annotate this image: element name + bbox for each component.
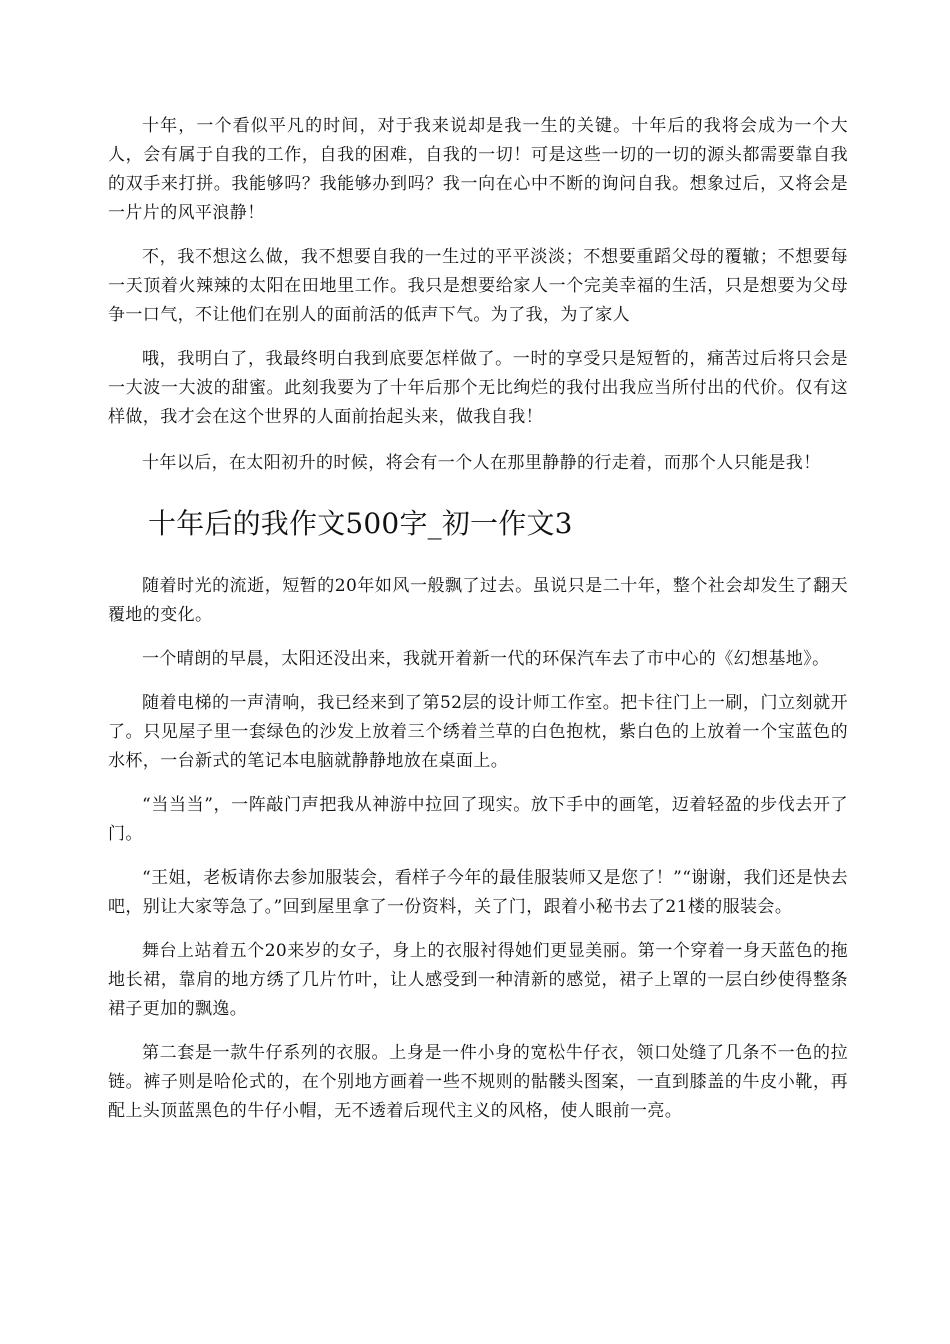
paragraph-6: 一个晴朗的早晨，太阳还没出来，我就开着新一代的环保汽车去了市中心的《幻想基地》。	[142, 649, 830, 669]
paragraph-9: “王姐，老板请你去参加服装会，看样子今年的最佳服装师又是您了！”“谢谢，我们还是快去吧，别让大家等急了。”回到屋里拿了一份资料，关了门，跟着小秘书去了21楼的服装会。	[108, 868, 848, 917]
paragraph-1: 十年，一个看似平凡的时间，对于我来说却是我一生的关键。十年后的我将会成为一个大人，会有属于自我的工作，自我的困难，自我的一切！可是这些一切的一切的源头都需要靠自我的双手来打拼。我能够吗？我能够办到吗？我一向在心中不断的询问自我。想象过后，又将会是一片片的风平浪静！	[108, 116, 848, 223]
paragraph-7: 随着电梯的一声清响，我已经来到了第52层的设计师工作室。把卡往门上一刷，门立刻就开了。只见屋子里一套绿色的沙发上放着三个绣着兰草的白色抱枕，紫白色的上放着一个宝蓝色的水杯，一台新式的笔记本电脑就静静地放在桌面上。	[108, 693, 848, 771]
paragraph-3: 哦，我明白了，我最终明白我到底要怎样做了。一时的享受只是短暂的，痛苦过后将只会是一大波一大波的甜蜜。此刻我要为了十年后那个无比绚烂的我付出我应当所付出的代价。仅有这样做，我才会在这个世界的人面前抬起头来，做我自我！	[108, 349, 848, 427]
paragraph-8: “当当当”，一阵敲门声把我从神游中拉回了现实。放下手中的画笔，迈着轻盈的步伐去开了门。	[108, 795, 848, 844]
paragraph-5: 随着时光的流逝，短暂的20年如风一般飘了过去。虽说只是二十年，整个社会却发生了翻天覆地的变化。	[108, 576, 848, 625]
section-heading: 十年后的我作文500字_初一作文3	[148, 507, 573, 540]
paragraph-11: 第二套是一款牛仔系列的衣服。上身是一件小身的宽松牛仔衣，领口处缝了几条不一色的拉链。裤子则是哈伦式的，在个别地方画着一些不规则的骷髅头图案，一直到膝盖的牛皮小靴，再配上头顶蓝黑色的牛仔小帽，无不透着后现代主义的风格，使人眼前一亮。	[108, 1043, 848, 1121]
paragraph-2: 不，我不想这么做，我不想要自我的一生过的平平淡淡；不想要重蹈父母的覆辙；不想要每一天顶着火辣辣的太阳在田地里工作。我只是想要给家人一个完美幸福的生活，只是想要为父母争一口气，不让他们在别人的面前活的低声下气。为了我，为了家人	[108, 247, 848, 325]
paragraph-4: 十年以后，在太阳初升的时候，将会有一个人在那里静静的行走着，而那个人只能是我！	[142, 453, 821, 473]
paragraph-10: 舞台上站着五个20来岁的女子，身上的衣服衬得她们更显美丽。第一个穿着一身天蓝色的拖地长裙，靠肩的地方绣了几片竹叶，让人感受到一种清新的感觉，裙子上罩的一层白纱使得整条裙子更加的飘逸。	[108, 941, 848, 1019]
section-body	[108, 572, 848, 1126]
document-page	[108, 112, 848, 1126]
